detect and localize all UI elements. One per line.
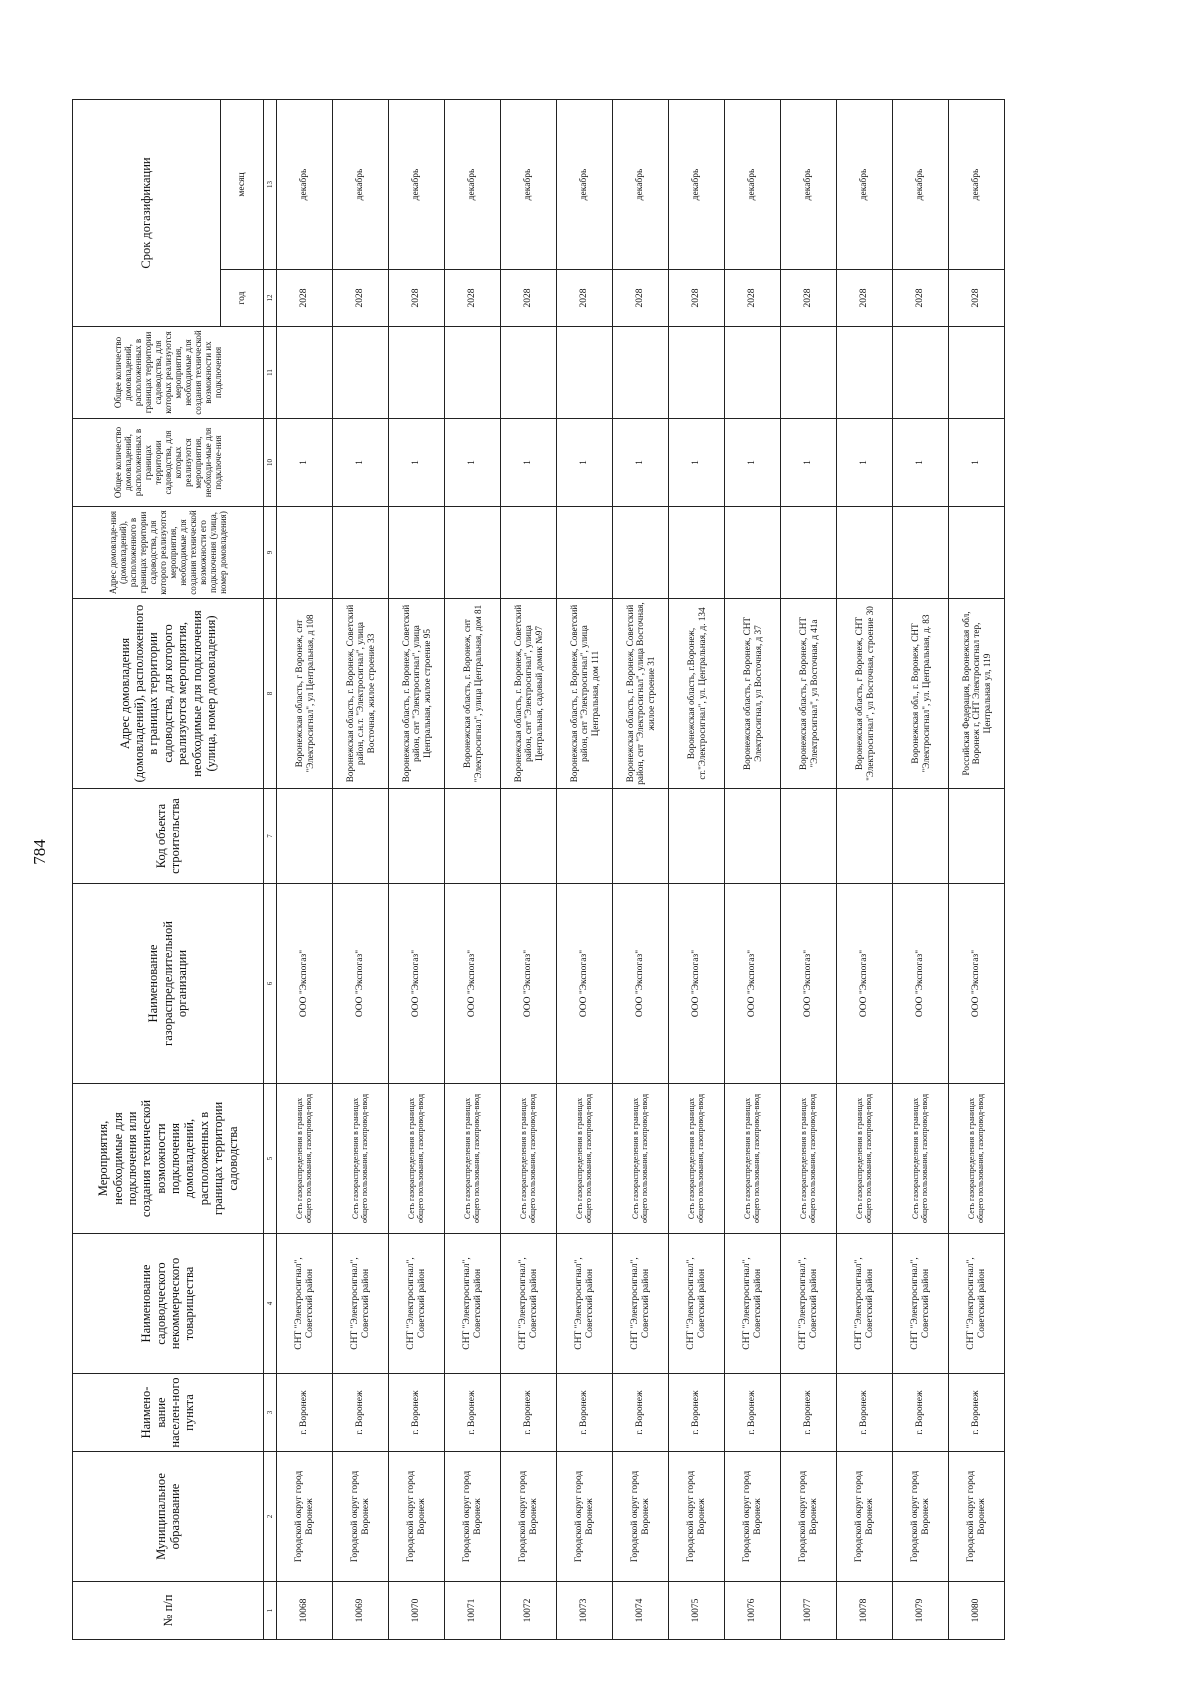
cell-address: Воронежская область, г Воронеж, СНТ "Электросигнал", ул Восточная, д 41а: [781, 599, 837, 789]
cell-events: Сеть газораспределения в границах общего пользования, газопровод-ввод: [837, 1084, 893, 1234]
cell-address-tech: [445, 507, 501, 599]
cell-count-connect: 1: [501, 419, 557, 507]
cell-year: 2028: [445, 270, 501, 327]
cell-address: Российская Федерация, Воронежская обл, Воронеж г, СНТ Электросигнал тер, Центральная ул, 119: [949, 599, 1005, 789]
cell-count-tech: [333, 327, 389, 419]
cell-month: декабрь: [781, 100, 837, 270]
cell-count-tech: [501, 327, 557, 419]
cell-count-connect: 1: [669, 419, 725, 507]
cell-settlement: г. Воронеж: [557, 1374, 613, 1452]
cell-address-tech: [837, 507, 893, 599]
cell-settlement: г. Воронеж: [669, 1374, 725, 1452]
cell-snt-name: СНТ "Электросигнал", Советский район: [389, 1234, 445, 1374]
cell-address-tech: [893, 507, 949, 599]
cell-address: Воронежская область, г Воронеж, СНТ "Электросигнал", ул Восточная, строение 30: [837, 599, 893, 789]
cell-events: Сеть газораспределения в границах общего пользования, газопровод-ввод: [781, 1084, 837, 1234]
column-number: 3: [264, 1374, 277, 1452]
cell-year: 2028: [725, 270, 781, 327]
cell-municipality: Городской округ город Воронеж: [669, 1452, 725, 1582]
cell-address: Воронежская область, г. Воронеж, Советский район, снт "Электросигнал", улица Центральная, садовый домик №97: [501, 599, 557, 789]
table-row: [389, 100, 445, 1640]
cell-events: Сеть газораспределения в границах общего пользования, газопровод-ввод: [501, 1084, 557, 1234]
cell-municipality: Городской округ город Воронеж: [613, 1452, 669, 1582]
cell-gas-org: ООО "Экспогаз": [277, 884, 333, 1084]
column-number: 7: [264, 789, 277, 884]
cell-municipality: Городской округ город Воронеж: [893, 1452, 949, 1582]
cell-count-connect: 1: [333, 419, 389, 507]
column-number: 13: [264, 100, 277, 270]
cell-municipality: Городской округ город Воронеж: [333, 1452, 389, 1582]
cell-row-number: 10068: [277, 1582, 333, 1640]
cell-count-connect: 1: [893, 419, 949, 507]
table-row: [557, 100, 613, 1640]
cell-count-tech: [893, 327, 949, 419]
cell-count-connect: 1: [949, 419, 1005, 507]
cell-municipality: Городской округ город Воронеж: [445, 1452, 501, 1582]
header-year: год: [221, 270, 264, 327]
cell-address-tech: [669, 507, 725, 599]
cell-events: Сеть газораспределения в границах общего пользования, газопровод-ввод: [557, 1084, 613, 1234]
cell-address: Воронежская обл., г. Воронеж, СНТ "Электросигнал", ул. Центральная, д. 83: [893, 599, 949, 789]
header-row: [73, 100, 221, 1640]
cell-count-connect: 1: [613, 419, 669, 507]
cell-gas-org: ООО "Экспогаз": [389, 884, 445, 1084]
cell-year: 2028: [893, 270, 949, 327]
cell-events: Сеть газораспределения в границах общего пользования, газопровод-ввод: [613, 1084, 669, 1234]
cell-month: декабрь: [333, 100, 389, 270]
cell-object-code: [333, 789, 389, 884]
cell-address: Воронежская область, г Воронеж, снт "Электросигнал", ул Центральная, д 108: [277, 599, 333, 789]
cell-object-code: [725, 789, 781, 884]
cell-year: 2028: [389, 270, 445, 327]
cell-row-number: 10075: [669, 1582, 725, 1640]
cell-count-tech: [557, 327, 613, 419]
cell-count-connect: 1: [837, 419, 893, 507]
cell-month: декабрь: [837, 100, 893, 270]
cell-count-connect: 1: [277, 419, 333, 507]
cell-events: Сеть газораспределения в границах общего пользования, газопровод-ввод: [893, 1084, 949, 1234]
cell-count-connect: 1: [445, 419, 501, 507]
column-number: 5: [264, 1084, 277, 1234]
cell-row-number: 10078: [837, 1582, 893, 1640]
cell-month: декабрь: [669, 100, 725, 270]
cell-count-connect: 1: [781, 419, 837, 507]
cell-snt-name: СНТ "Электросигнал", Советский район: [445, 1234, 501, 1374]
cell-snt-name: СНТ "Электросигнал", Советский район: [837, 1234, 893, 1374]
cell-gas-org: ООО "Экспогаз": [333, 884, 389, 1084]
cell-address: Воронежская область, г. Воронеж, Советский район, снт "Электросигнал", улица Центральная, жилое строение 95: [389, 599, 445, 789]
cell-gas-org: ООО "Экспогаз": [893, 884, 949, 1084]
cell-object-code: [949, 789, 1005, 884]
column-number: 9: [264, 507, 277, 599]
column-number-row: [264, 100, 277, 1640]
cell-object-code: [557, 789, 613, 884]
cell-settlement: г. Воронеж: [613, 1374, 669, 1452]
cell-month: декабрь: [613, 100, 669, 270]
cell-snt-name: СНТ "Электросигнал", Советский район: [613, 1234, 669, 1374]
table-row: [277, 100, 333, 1640]
cell-address-tech: [333, 507, 389, 599]
cell-gas-org: ООО "Экспогаз": [781, 884, 837, 1084]
header-municipality: Муниципальное образование: [73, 1452, 264, 1582]
cell-object-code: [389, 789, 445, 884]
cell-snt-name: СНТ "Электросигнал", Советский район: [501, 1234, 557, 1374]
cell-month: декабрь: [389, 100, 445, 270]
cell-address-tech: [949, 507, 1005, 599]
rotated-page: [72, 100, 1072, 1640]
cell-count-tech: [725, 327, 781, 419]
cell-events: Сеть газораспределения в границах общего пользования, газопровод-ввод: [333, 1084, 389, 1234]
cell-gas-org: ООО "Экспогаз": [837, 884, 893, 1084]
cell-row-number: 10080: [949, 1582, 1005, 1640]
cell-events: Сеть газораспределения в границах общего пользования, газопровод-ввод: [277, 1084, 333, 1234]
cell-address-tech: [781, 507, 837, 599]
cell-object-code: [445, 789, 501, 884]
cell-settlement: г. Воронеж: [389, 1374, 445, 1452]
cell-address: Воронежская область, г Воронеж, СНТ Электросигнал, ул Восточная, д 37: [725, 599, 781, 789]
cell-events: Сеть газораспределения в границах общего пользования, газопровод-ввод: [389, 1084, 445, 1234]
cell-municipality: Городской округ город Воронеж: [389, 1452, 445, 1582]
cell-gas-org: ООО "Экспогаз": [613, 884, 669, 1084]
header-events: Мероприятия, необходимые для подключения или создания технической возможности подключения домовладений, расположенных в границах территории садоводства: [73, 1084, 264, 1234]
header-month: месяц: [221, 100, 264, 270]
cell-object-code: [781, 789, 837, 884]
cell-events: Сеть газораспределения в границах общего пользования, газопровод-ввод: [725, 1084, 781, 1234]
cell-snt-name: СНТ "Электросигнал", Советский район: [893, 1234, 949, 1374]
header-num: № п/п: [73, 1582, 264, 1640]
column-number: 4: [264, 1234, 277, 1374]
header-count-tech: Общее количество домовладений, расположенных в границах территории садоводства, для которых реализуются мероприятия, необходимые для создания технической возможности их подключения: [73, 327, 264, 419]
cell-month: декабрь: [725, 100, 781, 270]
cell-snt-name: СНТ "Электросигнал", Советский район: [333, 1234, 389, 1374]
cell-settlement: г. Воронеж: [837, 1374, 893, 1452]
table-row: [725, 100, 781, 1640]
header-settlement: Наимено-вание населен-ного пункта: [73, 1374, 264, 1452]
cell-snt-name: СНТ "Электросигнал", Советский район: [725, 1234, 781, 1374]
cell-municipality: Городской округ город Воронеж: [557, 1452, 613, 1582]
table-row: [613, 100, 669, 1640]
table-row: [333, 100, 389, 1640]
cell-events: Сеть газораспределения в границах общего пользования, газопровод-ввод: [669, 1084, 725, 1234]
column-number: 10: [264, 419, 277, 507]
cell-year: 2028: [837, 270, 893, 327]
cell-snt-name: СНТ "Электросигнал", Советский район: [277, 1234, 333, 1374]
header-address-tech: Адрес домовладе-ния (домовладений), расположенного в границах территории садоводства, для которого реализуются мероприятия, необходимые для создания технической возможности его подключения (улица, номер домовладения): [73, 507, 264, 599]
cell-row-number: 10074: [613, 1582, 669, 1640]
gasification-table: [72, 99, 1005, 1640]
cell-gas-org: ООО "Экспогаз": [445, 884, 501, 1084]
header-snt-name: Наименование садоводческого некоммерческого товарищества: [73, 1234, 264, 1374]
cell-row-number: 10072: [501, 1582, 557, 1640]
cell-gas-org: ООО "Экспогаз": [669, 884, 725, 1084]
table-row: [837, 100, 893, 1640]
cell-address: Воронежская область, г. Воронеж, снт "Электросигнал", улица Центральная, дом 81: [445, 599, 501, 789]
cell-month: декабрь: [277, 100, 333, 270]
table-row: [669, 100, 725, 1640]
cell-address-tech: [613, 507, 669, 599]
table-row: [445, 100, 501, 1640]
cell-address: Воронежская область, г. Воронеж, Советский район, снт "Электросигнал", улица Восточная, жилое строение 31: [613, 599, 669, 789]
cell-row-number: 10071: [445, 1582, 501, 1640]
cell-municipality: Городской округ город Воронеж: [725, 1452, 781, 1582]
cell-count-tech: [949, 327, 1005, 419]
cell-snt-name: СНТ "Электросигнал", Советский район: [781, 1234, 837, 1374]
cell-settlement: г. Воронеж: [445, 1374, 501, 1452]
cell-row-number: 10077: [781, 1582, 837, 1640]
cell-count-tech: [445, 327, 501, 419]
cell-settlement: г. Воронеж: [893, 1374, 949, 1452]
cell-row-number: 10073: [557, 1582, 613, 1640]
cell-gas-org: ООО "Экспогаз": [557, 884, 613, 1084]
cell-count-connect: 1: [557, 419, 613, 507]
cell-object-code: [277, 789, 333, 884]
cell-month: декабрь: [893, 100, 949, 270]
cell-settlement: г. Воронеж: [277, 1374, 333, 1452]
cell-count-tech: [669, 327, 725, 419]
table-row: [949, 100, 1005, 1640]
cell-row-number: 10069: [333, 1582, 389, 1640]
cell-year: 2028: [277, 270, 333, 327]
cell-month: декабрь: [445, 100, 501, 270]
cell-month: декабрь: [557, 100, 613, 270]
header-address: Адрес домовладения (домовладений), расположенного в границах территории садоводства, для которого реализуются мероприятия, необходимые для подключения (улица, номер домовладения): [73, 599, 264, 789]
cell-year: 2028: [949, 270, 1005, 327]
cell-address: Воронежская область, г. Воронеж, Советский район, снт "Электросигнал", улица Центральная, дом 111: [557, 599, 613, 789]
cell-municipality: Городской округ город Воронеж: [837, 1452, 893, 1582]
cell-year: 2028: [613, 270, 669, 327]
header-count-connect: Общее количество домовладений, расположенных в границах территории садоводства, для которых реализуются мероприятия, необходи-мые для подключе-ния: [73, 419, 264, 507]
cell-municipality: Городской округ город Воронеж: [781, 1452, 837, 1582]
cell-settlement: г. Воронеж: [949, 1374, 1005, 1452]
cell-year: 2028: [501, 270, 557, 327]
header-deadline: Срок догазификации: [73, 100, 221, 327]
cell-snt-name: СНТ "Электросигнал", Советский район: [669, 1234, 725, 1374]
cell-settlement: г. Воронеж: [333, 1374, 389, 1452]
cell-year: 2028: [669, 270, 725, 327]
cell-address-tech: [501, 507, 557, 599]
cell-count-tech: [277, 327, 333, 419]
cell-municipality: Городской округ город Воронеж: [949, 1452, 1005, 1582]
cell-month: декабрь: [949, 100, 1005, 270]
table-row: [781, 100, 837, 1640]
cell-address: Воронежская область, г. Воронеж, Советский район, с.н.т. "Электросигнал", улица Восточная, жилое строение 33: [333, 599, 389, 789]
cell-snt-name: СНТ "Электросигнал", Советский район: [949, 1234, 1005, 1374]
cell-settlement: г. Воронеж: [501, 1374, 557, 1452]
cell-count-tech: [613, 327, 669, 419]
cell-object-code: [613, 789, 669, 884]
cell-gas-org: ООО "Экспогаз": [949, 884, 1005, 1084]
cell-count-tech: [837, 327, 893, 419]
column-number: 1: [264, 1582, 277, 1640]
cell-row-number: 10076: [725, 1582, 781, 1640]
cell-row-number: 10070: [389, 1582, 445, 1640]
cell-year: 2028: [557, 270, 613, 327]
cell-address-tech: [725, 507, 781, 599]
cell-address-tech: [557, 507, 613, 599]
column-number: 11: [264, 327, 277, 419]
cell-address: Воронежская область, г.Воронеж, ст."Электросигнал", ул. Центральная, д. 134: [669, 599, 725, 789]
cell-object-code: [501, 789, 557, 884]
header-gas-org: Наименование газораспределительной организации: [73, 884, 264, 1084]
column-number: 2: [264, 1452, 277, 1582]
cell-object-code: [837, 789, 893, 884]
page-number: 784: [30, 839, 49, 865]
cell-count-tech: [389, 327, 445, 419]
cell-count-connect: 1: [389, 419, 445, 507]
cell-gas-org: ООО "Экспогаз": [501, 884, 557, 1084]
cell-row-number: 10079: [893, 1582, 949, 1640]
cell-address-tech: [277, 507, 333, 599]
cell-count-connect: 1: [725, 419, 781, 507]
cell-count-tech: [781, 327, 837, 419]
cell-settlement: г. Воронеж: [781, 1374, 837, 1452]
cell-settlement: г. Воронеж: [725, 1374, 781, 1452]
cell-object-code: [669, 789, 725, 884]
cell-municipality: Городской округ город Воронеж: [501, 1452, 557, 1582]
cell-year: 2028: [781, 270, 837, 327]
table-body: [277, 100, 1005, 1640]
table-row: [501, 100, 557, 1640]
cell-month: декабрь: [501, 100, 557, 270]
column-number: 8: [264, 599, 277, 789]
cell-address-tech: [389, 507, 445, 599]
cell-events: Сеть газораспределения в границах общего пользования, газопровод-ввод: [445, 1084, 501, 1234]
table-row: [893, 100, 949, 1640]
cell-year: 2028: [333, 270, 389, 327]
column-number: 12: [264, 270, 277, 327]
cell-snt-name: СНТ "Электросигнал", Советский район: [557, 1234, 613, 1374]
column-number: 6: [264, 884, 277, 1084]
cell-events: Сеть газораспределения в границах общего пользования, газопровод-ввод: [949, 1084, 1005, 1234]
cell-object-code: [893, 789, 949, 884]
cell-gas-org: ООО "Экспогаз": [725, 884, 781, 1084]
cell-municipality: Городской округ город Воронеж: [277, 1452, 333, 1582]
header-object-code: Код объекта строительства: [73, 789, 264, 884]
